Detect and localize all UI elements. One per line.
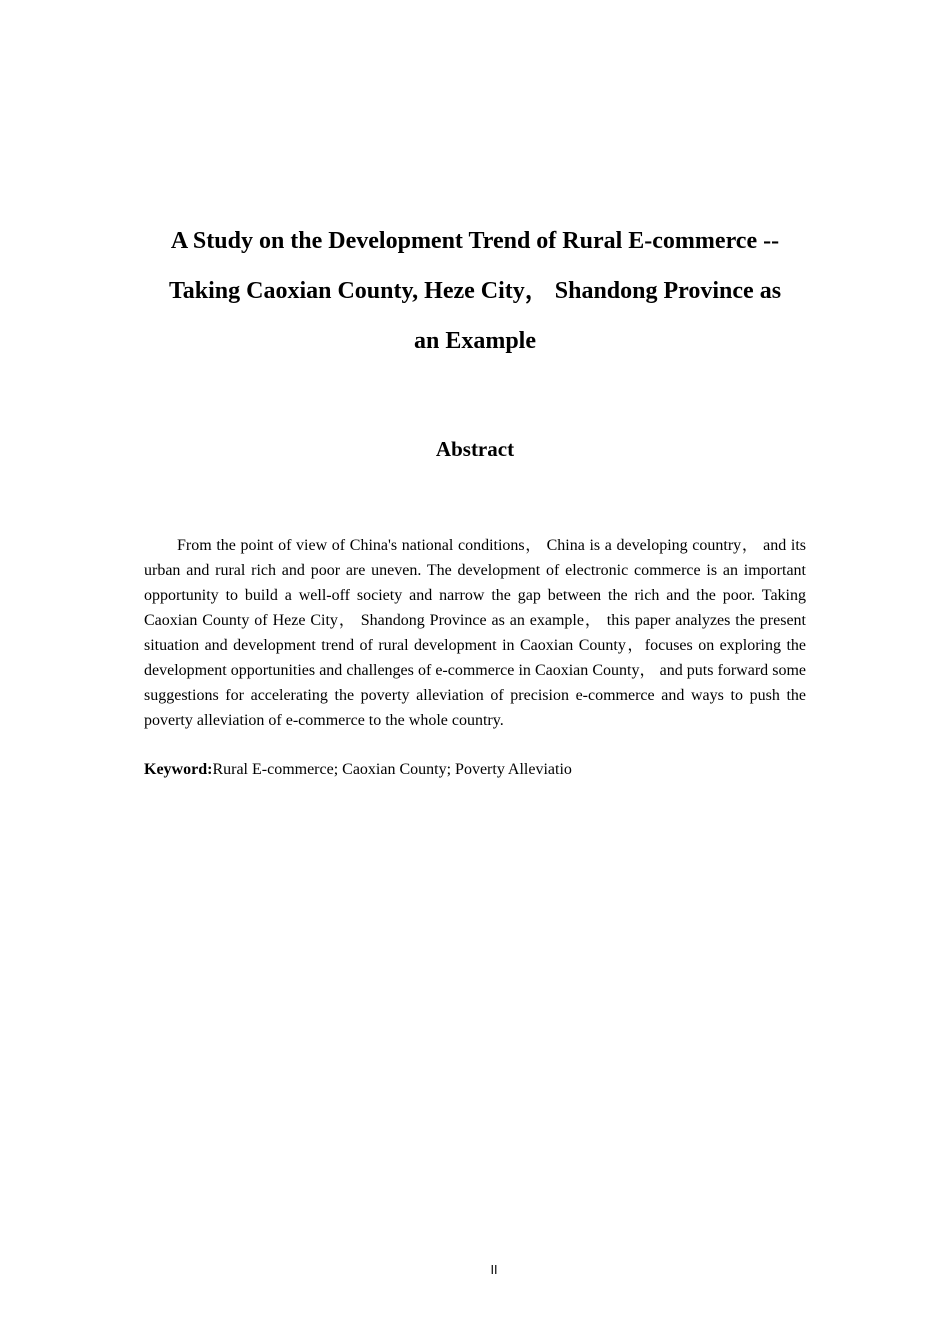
abstract-paragraph: From the point of view of China's national conditions， China is a developing country， and its urban and rural rich and poor are uneven. The development of electronic commerce is an important opportunity to build a well-off society and narrow the gap between the rich and the poor. Taking Caoxian County of Heze City， Shandong Province as an example， this paper analyzes the present situation and development trend of rural development in Caoxian County，focuses on exploring the development opportunities and challenges of e-commerce in Caoxian County， and puts forward some suggestions for accelerating the poverty alleviation of precision e-commerce and ways to push the poverty alleviation of e-commerce to the whole country. [144,537,806,729]
keyword-values: Rural E-commerce; Caoxian County; Poverty Alleviatio [212,761,572,778]
title-line-3: an Example [413,328,536,354]
abstract-heading: Abstract [435,437,515,461]
keyword-label: Keyword: [144,761,213,778]
title-line-2: Taking Caoxian County, Heze City， Shandong Province as [168,278,782,304]
page-number: II [490,1263,498,1277]
title-line-1: A Study on the Development Trend of Rural E-commerce -- [170,228,780,254]
paper-title [140,216,810,366]
keyword-line [144,757,806,782]
